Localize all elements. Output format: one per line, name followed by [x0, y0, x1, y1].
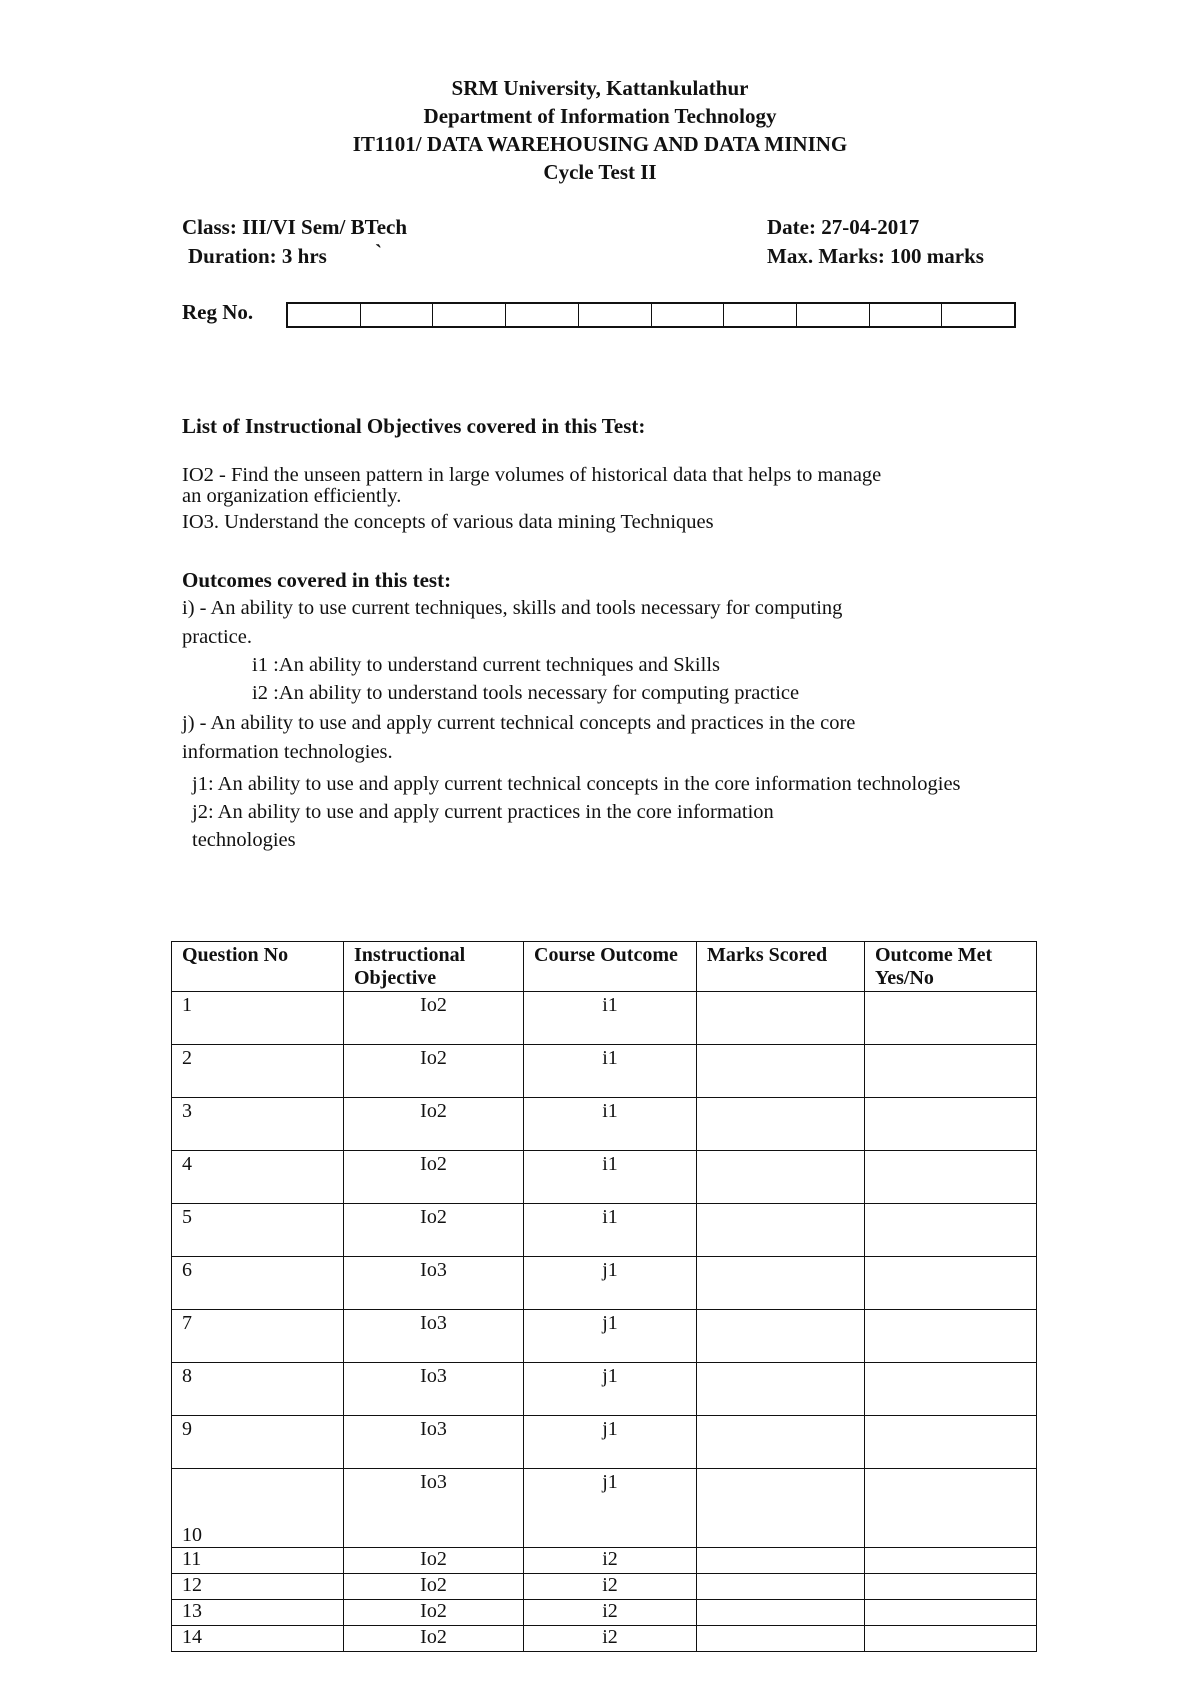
question-no: 4 [172, 1151, 344, 1204]
instructional-objective: Io3 [344, 1363, 524, 1416]
outcomes-heading: Outcomes covered in this test: [182, 568, 452, 592]
reg-no-boxes[interactable] [286, 302, 1016, 328]
instructional-objective: Io2 [344, 1600, 524, 1626]
marks-scored-cell[interactable] [697, 1600, 865, 1626]
objectives-heading: List of Instructional Objectives covered in this Test: [182, 414, 646, 438]
exam-date: Date: 27-04-2017 [767, 215, 920, 239]
table-row [172, 1204, 1037, 1257]
course-outcome: i1 [524, 1098, 697, 1151]
instructional-objective: Io2 [344, 992, 524, 1045]
marks-scored-cell[interactable] [697, 1363, 865, 1416]
table-row [172, 1363, 1037, 1416]
outcome-met-cell[interactable] [865, 1363, 1037, 1416]
table-row [172, 1098, 1037, 1151]
reg-no-cell[interactable] [288, 304, 361, 326]
outcome-j2-line2: technologies [192, 829, 296, 851]
instructional-objective: Io2 [344, 1045, 524, 1098]
col-header-question: Question No [172, 942, 344, 992]
marks-scored-cell[interactable] [697, 1469, 865, 1548]
reg-no-cell[interactable] [652, 304, 725, 326]
outcome-j2-line1: j2: An ability to use and apply current practices in the core information [192, 801, 774, 823]
outcome-met-cell[interactable] [865, 1469, 1037, 1548]
course-outcome: i2 [524, 1574, 697, 1600]
question-no: 14 [172, 1626, 344, 1652]
question-no: 1 [172, 992, 344, 1045]
course-outcome: i1 [524, 1151, 697, 1204]
course-outcome: i1 [524, 1045, 697, 1098]
io2-text-line1: IO2 - Find the unseen pattern in large volumes of historical data that helps to manage [182, 464, 882, 486]
col-header-outcome: Course Outcome [524, 942, 697, 992]
outcome-met-cell[interactable] [865, 1098, 1037, 1151]
table-header-row [172, 942, 1037, 992]
instructional-objective: Io3 [344, 1310, 524, 1363]
marks-scored-cell[interactable] [697, 1098, 865, 1151]
instructional-objective: Io2 [344, 1626, 524, 1652]
table-row [172, 1310, 1037, 1363]
question-no: 3 [172, 1098, 344, 1151]
outcome-met-cell[interactable] [865, 1626, 1037, 1652]
outcome-i-line2: practice. [182, 626, 252, 648]
question-no: 5 [172, 1204, 344, 1257]
reg-no-label: Reg No. [182, 300, 254, 324]
table-row [172, 992, 1037, 1045]
table-row [172, 1600, 1037, 1626]
outcome-i-line1: i) - An ability to use current techniques, skills and tools necessary for computing [182, 597, 843, 619]
question-no: 11 [172, 1548, 344, 1574]
question-no: 7 [172, 1310, 344, 1363]
course-title: IT1101/ DATA WAREHOUSING AND DATA MINING [352, 132, 848, 156]
outcome-met-cell[interactable] [865, 1574, 1037, 1600]
outcome-met-cell[interactable] [865, 1548, 1037, 1574]
marks-scored-cell[interactable] [697, 992, 865, 1045]
outcome-met-cell[interactable] [865, 1151, 1037, 1204]
outcome-met-cell[interactable] [865, 1310, 1037, 1363]
reg-no-cell[interactable] [797, 304, 870, 326]
instructional-objective: Io3 [344, 1416, 524, 1469]
question-no: 6 [172, 1257, 344, 1310]
instructional-objective: Io2 [344, 1548, 524, 1574]
reg-no-cell[interactable] [724, 304, 797, 326]
io3-text: IO3. Understand the concepts of various data mining Techniques [182, 511, 714, 533]
course-outcome: i2 [524, 1548, 697, 1574]
marks-scored-cell[interactable] [697, 1574, 865, 1600]
outcome-i1: i1 :An ability to understand current techniques and Skills [252, 654, 720, 676]
marks-scored-cell[interactable] [697, 1416, 865, 1469]
table-row [172, 1574, 1037, 1600]
outcome-j-line1: j) - An ability to use and apply current technical concepts and practices in the core [182, 712, 856, 734]
reg-no-cell[interactable] [579, 304, 652, 326]
outcome-met-cell[interactable] [865, 1204, 1037, 1257]
instructional-objective: Io2 [344, 1151, 524, 1204]
question-no: 10 [172, 1469, 344, 1548]
outcome-met-cell[interactable] [865, 1600, 1037, 1626]
table-row [172, 1626, 1037, 1652]
instructional-objective: Io2 [344, 1574, 524, 1600]
outcome-met-cell[interactable] [865, 1416, 1037, 1469]
col-header-objective: Instructional Objective [344, 942, 524, 992]
marks-scored-cell[interactable] [697, 1045, 865, 1098]
course-outcome: j1 [524, 1363, 697, 1416]
question-no: 12 [172, 1574, 344, 1600]
max-marks: Max. Marks: 100 marks [767, 244, 984, 268]
reg-no-cell[interactable] [506, 304, 579, 326]
reg-no-cell[interactable] [870, 304, 943, 326]
reg-no-cell[interactable] [942, 304, 1014, 326]
course-outcome: j1 [524, 1469, 697, 1548]
marks-scored-cell[interactable] [697, 1626, 865, 1652]
outcome-met-cell[interactable] [865, 992, 1037, 1045]
table-row [172, 1257, 1037, 1310]
course-outcome: i1 [524, 992, 697, 1045]
col-header-marks: Marks Scored [697, 942, 865, 992]
class-info: Class: III/VI Sem/ BTech [182, 215, 408, 239]
marks-scored-cell[interactable] [697, 1548, 865, 1574]
course-outcome: i2 [524, 1626, 697, 1652]
outcome-j1: j1: An ability to use and apply current technical concepts in the core information technologies [192, 773, 961, 795]
marks-table [171, 941, 1037, 1652]
outcome-i2: i2 :An ability to understand tools necessary for computing practice [252, 682, 800, 704]
table-row [172, 1045, 1037, 1098]
col-header-met: Outcome Met Yes/No [865, 942, 1037, 992]
department-name: Department of Information Technology [423, 104, 777, 128]
course-outcome: i2 [524, 1600, 697, 1626]
instructional-objective: Io3 [344, 1257, 524, 1310]
marks-scored-cell[interactable] [697, 1257, 865, 1310]
io2-text-line2: an organization efficiently. [182, 485, 402, 507]
stray-mark: ` [375, 240, 382, 264]
question-no: 13 [172, 1600, 344, 1626]
marks-scored-cell[interactable] [697, 1310, 865, 1363]
instructional-objective: Io2 [344, 1204, 524, 1257]
table-row [172, 1416, 1037, 1469]
question-no: 9 [172, 1416, 344, 1469]
duration-info: Duration: 3 hrs [188, 244, 327, 268]
course-outcome: j1 [524, 1257, 697, 1310]
marks-scored-cell[interactable] [697, 1151, 865, 1204]
question-no: 8 [172, 1363, 344, 1416]
university-name: SRM University, Kattankulathur [451, 76, 749, 100]
question-no: 2 [172, 1045, 344, 1098]
table-row [172, 1548, 1037, 1574]
course-outcome: j1 [524, 1310, 697, 1363]
table-row [172, 1151, 1037, 1204]
marks-scored-cell[interactable] [697, 1204, 865, 1257]
outcome-met-cell[interactable] [865, 1257, 1037, 1310]
course-outcome: i1 [524, 1204, 697, 1257]
outcome-met-cell[interactable] [865, 1045, 1037, 1098]
reg-no-cell[interactable] [433, 304, 506, 326]
reg-no-cell[interactable] [361, 304, 434, 326]
table-row [172, 1469, 1037, 1548]
outcome-j-line2: information technologies. [182, 741, 393, 763]
instructional-objective: Io3 [344, 1469, 524, 1548]
test-title: Cycle Test II [543, 160, 657, 184]
instructional-objective: Io2 [344, 1098, 524, 1151]
course-outcome: j1 [524, 1416, 697, 1469]
